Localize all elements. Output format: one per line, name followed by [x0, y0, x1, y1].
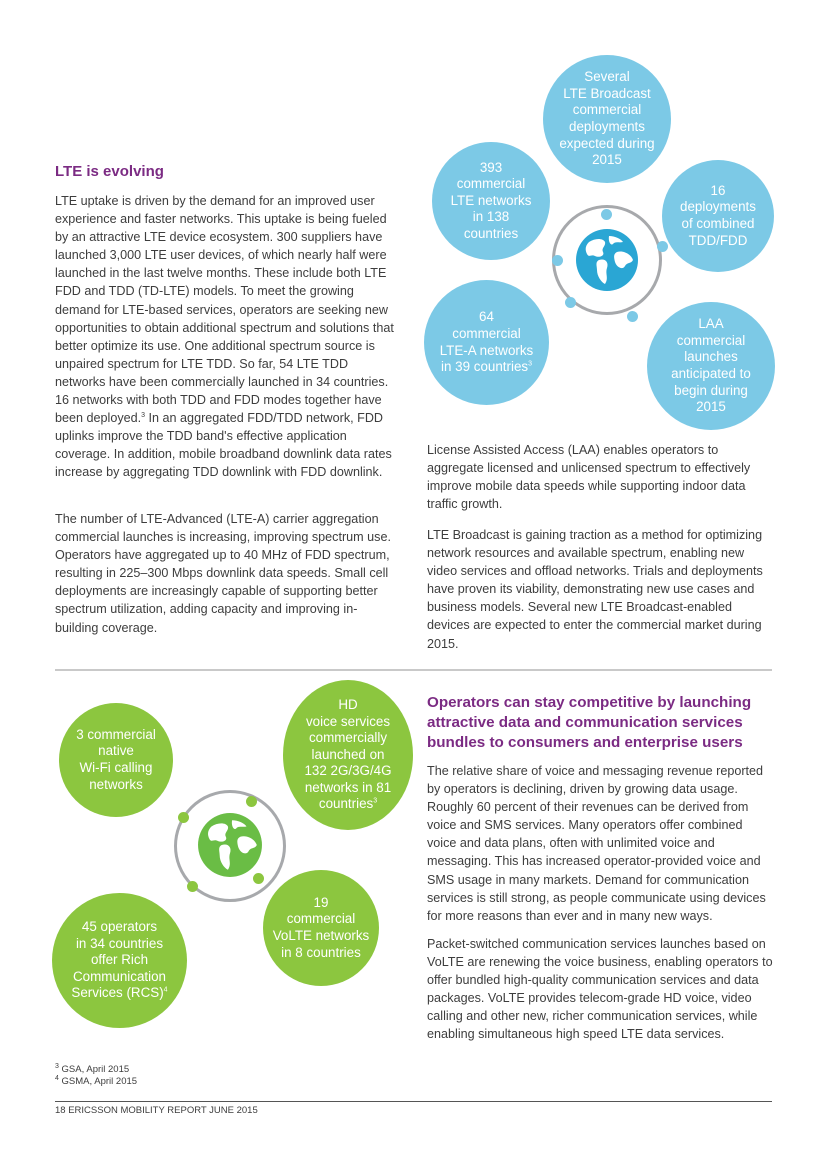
footnote-ref: 3: [373, 798, 378, 806]
bubble-tdd-fdd: [662, 160, 774, 272]
bubble-text: 2015: [592, 152, 622, 168]
bubble-text: [440, 359, 534, 376]
connector-dot: [657, 241, 668, 252]
connector-dot: [253, 873, 264, 884]
bubble-text: commercial: [676, 332, 746, 348]
connector-dot: [187, 881, 198, 892]
connector-dot: [601, 209, 612, 220]
bubble-text: TDD/FDD: [688, 232, 748, 248]
voice-revenue-paragraph: The relative share of voice and messaging revenue reported by operators is declining, driven by growing data usage. Roughly 60 percent of their revenues can be derived from voice and SMS services. Many operators offer combined voice and data plans, often with unlimited voice and messaging. This has increased operator-provided voice and SMS usage in many markets. Demand for communication services is still strong, as people communicate using devices for more reasons than ever and in many new ways.: [427, 764, 766, 923]
section-heading-lte-evolving: LTE is evolving: [55, 163, 164, 180]
bubble-text: LAA: [698, 316, 724, 332]
bubble-lte-a: [424, 280, 549, 405]
report-date: JUNE 2015: [209, 1105, 258, 1116]
volte-paragraph: Packet-switched communication services launches based on VoLTE are renewing the voice business, enabling operators to offer bundled high-quality communication services and data packages. VoLTE provides telecom-grade HD voice, video calling and other new, richer communication services, while enabling simultaneous high speed LTE data services.: [427, 937, 773, 1042]
bubble-text: Communication: [72, 968, 166, 984]
footnote-number: 4: [55, 1074, 59, 1082]
bubble-text: LTE networks: [450, 192, 532, 208]
connector-dot: [246, 796, 257, 807]
bubble-text: begin during: [674, 382, 748, 398]
bubble-text: launches: [684, 349, 738, 365]
connector-dot: [565, 297, 576, 308]
footnote-number: 3: [55, 1062, 59, 1070]
section-heading-operators-competitive: Operators can stay competitive by launching attractive data and communication services bundles to consumers and enterprise users: [427, 694, 752, 751]
lte-evolving-paragraph-2: The number of LTE-Advanced (LTE-A) carrier aggregation commercial launches is increasing, improving spectrum use. Operators have aggregated up to 40 MHz of FDD spectrum, resulting in 225–300 Mbps downlink data speeds. Small cell deployments are increasingly capable of supporting better spectrum utilization, adding capacity and improving in-building coverage.: [55, 512, 391, 635]
laa-paragraph: License Assisted Access (LAA) enables operators to aggregate licensed and unlicensed spectrum to effectively improve mobile data speeds while supporting indoor data traffic growth.: [427, 443, 751, 512]
bubble-text: LTE Broadcast: [563, 85, 651, 101]
bubble-text: HD: [338, 696, 358, 712]
globe-icon: [197, 812, 263, 878]
bubble-lte-networks: [432, 142, 550, 260]
bubble-text: offer Rich: [90, 952, 149, 968]
bubble-text: VoLTE networks: [272, 928, 370, 943]
bubble-text: in 138: [472, 209, 510, 225]
report-title: ERICSSON MOBILITY REPORT: [68, 1105, 207, 1116]
bubble-text: 19: [313, 894, 329, 910]
bubble-text: networks in 81: [304, 779, 392, 795]
bubble-text: 16: [710, 182, 726, 198]
bubble-text: LTE-A networks: [439, 342, 534, 358]
connector-dot: [178, 812, 189, 823]
lte-broadcast-paragraph: LTE Broadcast is gaining traction as a method for optimizing network resources and available spectrum, enabling new video services and offload networks. Trials and deployments have proven its viability, demonstrating new use cases and business models. Several new LTE Broadcast-enabled devices are expected to enter the commercial market during 2015.: [427, 528, 763, 651]
bubble-text-line: Services (RCS): [71, 985, 164, 1001]
bubble-text: countries: [463, 225, 519, 241]
bubble-hd-voice: [283, 680, 413, 830]
bubble-text: deployments: [680, 199, 756, 215]
connector-dot: [552, 255, 563, 266]
bubble-text: [71, 985, 167, 1002]
footnote-ref: 3: [528, 360, 532, 368]
bubble-text: launched on: [311, 746, 385, 762]
bubble-text: in 8 countries: [281, 944, 361, 960]
bubble-text: [304, 796, 391, 813]
bubble-text: commercial: [456, 176, 526, 192]
footnote-text: GSMA, April 2015: [61, 1076, 138, 1087]
bubble-rcs: [52, 893, 187, 1028]
bubble-lte-broadcast: [543, 55, 671, 183]
bubble-text: 64: [479, 309, 494, 325]
bubble-text: of combined: [681, 216, 755, 231]
bubble-text: 45 operators: [81, 919, 158, 935]
footnote-item: [55, 1076, 137, 1088]
footnote-ref: 3: [141, 411, 146, 419]
section-divider: [55, 669, 772, 671]
bubble-text: deployments: [569, 119, 645, 134]
bubble-text: networks: [89, 776, 143, 792]
bubble-volte: [263, 870, 379, 986]
bubble-text: expected during: [559, 135, 655, 151]
bubble-text: 132 2G/3G/4G: [304, 763, 392, 779]
bubble-text: native: [98, 743, 134, 759]
page-footer: [55, 1105, 258, 1116]
bubble-text: Several: [584, 69, 630, 85]
connector-dot: [627, 311, 638, 322]
bubble-wifi-calling: [59, 703, 173, 817]
lte-evolving-paragraph-1-text: LTE uptake is driven by the demand for an improved user experience and faster networks. This uptake is being fueled by an attractive LTE device ecosystem. 300 suppliers have launched 3,000 LTE user devices, of which nearly half were launched in the last twelve months. These include both LTE FDD and TDD (TD-LTE) models. To meet the growing demand for LTE-based services, operators are seeking new opportunities to obtain additional spectrum and solutions that better optimize its use. One additional spectrum source is unpaired spectrum for LTE TDD. So far, 54 LTE TDD networks have been commercially launched in 34 countries. 16 networks with both TDD and FDD modes together have been deployed.: [55, 194, 394, 426]
bubble-text: 3 commercial: [76, 726, 156, 742]
bubble-text: commercially: [308, 730, 388, 746]
footnote-item: [55, 1064, 137, 1076]
page-number: 18: [55, 1105, 66, 1116]
bubble-text: 393: [479, 159, 503, 175]
lte-evolving-paragraph-1: [55, 192, 400, 482]
footnote-ref: 4: [163, 986, 168, 994]
lte-evolving-paragraph-1-tail: In an aggregated FDD/TDD network, FDD uplinks improve the TDD band's effective application coverage. In addition, mobile broadband downlink data rates increase by aggregating TDD downlink with FDD downlink.: [55, 411, 392, 480]
bubble-text: commercial: [452, 325, 521, 341]
bubble-text-line: countries: [318, 796, 374, 812]
bubble-text: commercial: [572, 102, 642, 118]
bubble-text: 2015: [696, 399, 726, 415]
bubble-text-line: in 39 countries: [441, 359, 529, 375]
footnotes: [55, 1064, 137, 1088]
footer-rule: [55, 1101, 772, 1102]
bubble-text: voice services: [305, 713, 391, 729]
globe-icon: [575, 228, 639, 292]
footnote-text: GSA, April 2015: [61, 1064, 130, 1075]
bubble-text: in 34 countries: [75, 935, 164, 951]
bubble-laa: [647, 302, 775, 430]
bubble-text: anticipated to: [671, 366, 751, 381]
bubble-text: commercial: [286, 911, 356, 927]
bubble-text: Wi-Fi calling: [79, 760, 153, 775]
